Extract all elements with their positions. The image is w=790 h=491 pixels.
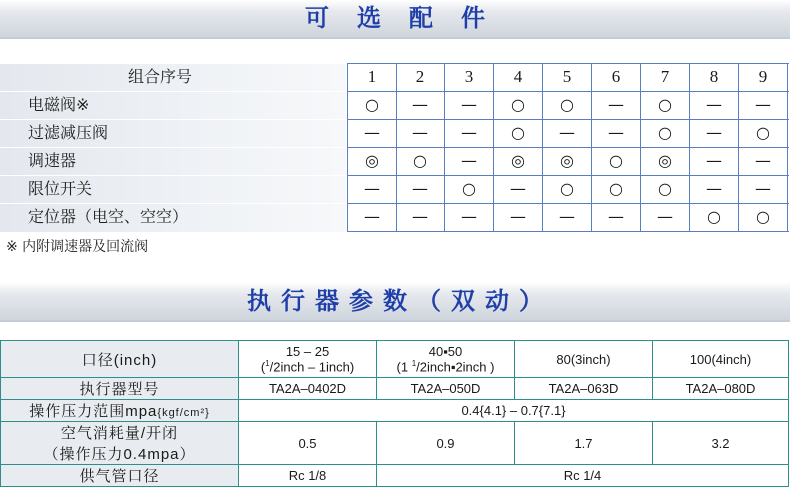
grid-line	[347, 175, 789, 176]
grid-line	[347, 63, 789, 64]
bore-cell: 100(4inch)	[653, 341, 789, 378]
component-label: 调速器	[28, 151, 77, 170]
combo-mark: —	[592, 119, 641, 147]
combo-mark: —	[445, 147, 494, 175]
combo-mark: ○	[396, 147, 445, 175]
combo-mark: ○	[494, 91, 543, 119]
combo-number: 8	[690, 63, 739, 91]
combo-mark: ○	[592, 175, 641, 203]
component-label: 电磁阀※	[28, 95, 90, 114]
combo-mark: —	[445, 203, 494, 231]
bore-line1: 15 – 25	[285, 343, 330, 359]
pressure-label: 操作压力范围mpa{kgf/cm²}	[1, 400, 239, 422]
air-cell: 3.2	[653, 422, 789, 465]
combo-mark: ○	[739, 203, 788, 231]
combo-mark: ○	[347, 91, 397, 119]
combo-mark: ○	[445, 175, 494, 203]
combo-number: 3	[445, 63, 494, 91]
model-cell: TA2A–063D	[515, 378, 653, 400]
model-cell: TA2A–080D	[653, 378, 789, 400]
combo-mark: —	[494, 203, 543, 231]
combo-mark: —	[396, 91, 445, 119]
air-cell: 1.7	[515, 422, 653, 465]
port-label: 供气管口径	[1, 465, 239, 487]
model-cell: TA2A–0402D	[239, 378, 377, 400]
accessories-banner	[0, 0, 790, 39]
grid-line	[347, 203, 789, 204]
combo-mark: ○	[543, 91, 592, 119]
combo-mark: ○	[690, 203, 739, 231]
actuator-title: 执行器参数（双动）	[247, 287, 553, 315]
grid-line	[347, 119, 789, 120]
combo-row	[0, 175, 790, 203]
combo-mark: —	[739, 91, 788, 119]
combo-mark: —	[690, 147, 739, 175]
bore-line1: 40▪50	[428, 343, 463, 359]
port-cell: Rc 1/8	[239, 465, 377, 487]
actuator-params-table	[0, 340, 790, 491]
combo-mark: —	[396, 203, 445, 231]
air-cell: 0.5	[239, 422, 377, 465]
port-row	[1, 465, 789, 487]
bore-cell: 40▪50 (1 $^1$/2inch▪2inch )	[377, 341, 515, 378]
combo-number: 9	[739, 63, 788, 91]
combo-mark: —	[347, 119, 397, 147]
combo-number: 1	[347, 63, 397, 91]
component-label: 定位器（电空、空空）	[28, 207, 189, 226]
combo-mark: —	[592, 91, 641, 119]
combo-mark: ○	[641, 91, 690, 119]
combo-row	[0, 147, 790, 175]
combo-mark: —	[445, 91, 494, 119]
pressure-value: 0.4{4.1} – 0.7{7.1}	[239, 400, 789, 422]
combo-row	[0, 91, 790, 119]
combo-mark: —	[396, 119, 445, 147]
combo-mark: —	[494, 175, 543, 203]
grid-line	[347, 91, 789, 92]
combo-mark: ○	[641, 175, 690, 203]
model-cell: TA2A–050D	[377, 378, 515, 400]
footnote: ※ 内附调速器及回流阀	[6, 239, 149, 255]
combo-mark: —	[690, 119, 739, 147]
air-cell: 0.9	[377, 422, 515, 465]
combo-mark: —	[641, 203, 690, 231]
combo-mark: —	[347, 203, 397, 231]
combo-number: 6	[592, 63, 641, 91]
pressure-row	[1, 400, 789, 422]
bore-cell: 15 – 25 ($^1$/2inch – 1inch)	[239, 341, 377, 378]
combo-number: 5	[543, 63, 592, 91]
port-cell: Rc 1/4	[377, 465, 789, 487]
accessories-title: 可选配件	[305, 4, 513, 32]
combo-number: 2	[396, 63, 445, 91]
combo-mark: —	[690, 91, 739, 119]
combo-header-label: 组合序号	[128, 67, 193, 86]
combo-header-row	[0, 63, 790, 91]
component-label: 限位开关	[28, 179, 93, 198]
model-row	[1, 378, 789, 400]
combo-mark: —	[739, 147, 788, 175]
combo-mark: ◎	[494, 147, 543, 175]
combo-number: 4	[494, 63, 543, 91]
combo-mark: —	[543, 119, 592, 147]
combo-mark: ○	[543, 175, 592, 203]
component-label: 过滤减压阀	[28, 123, 109, 142]
actuator-banner	[0, 282, 790, 322]
combo-mark: —	[347, 175, 397, 203]
bore-label: 口径(inch)	[1, 341, 239, 378]
combo-number: 7	[641, 63, 690, 91]
combo-mark: ◎	[543, 147, 592, 175]
grid-line	[347, 231, 789, 232]
combo-row	[0, 203, 790, 231]
combo-mark: ○	[739, 119, 788, 147]
combo-mark: ◎	[641, 147, 690, 175]
combo-mark: —	[592, 203, 641, 231]
combo-mark: ○	[641, 119, 690, 147]
combo-row	[0, 119, 790, 147]
combo-mark: ◎	[347, 147, 397, 175]
combo-mark: —	[543, 203, 592, 231]
combo-mark: ○	[592, 147, 641, 175]
air-label: 空气消耗量/开闭 （操作压力0.4mpa）	[1, 422, 239, 465]
combo-mark: —	[445, 119, 494, 147]
air-row	[1, 422, 789, 465]
grid-line	[347, 147, 789, 148]
combo-mark: —	[690, 175, 739, 203]
combo-mark: —	[396, 175, 445, 203]
model-label: 执行器型号	[1, 378, 239, 400]
combo-mark: ○	[494, 119, 543, 147]
bore-row	[1, 341, 789, 378]
bore-cell: 80(3inch)	[515, 341, 653, 378]
combo-mark: —	[739, 175, 788, 203]
